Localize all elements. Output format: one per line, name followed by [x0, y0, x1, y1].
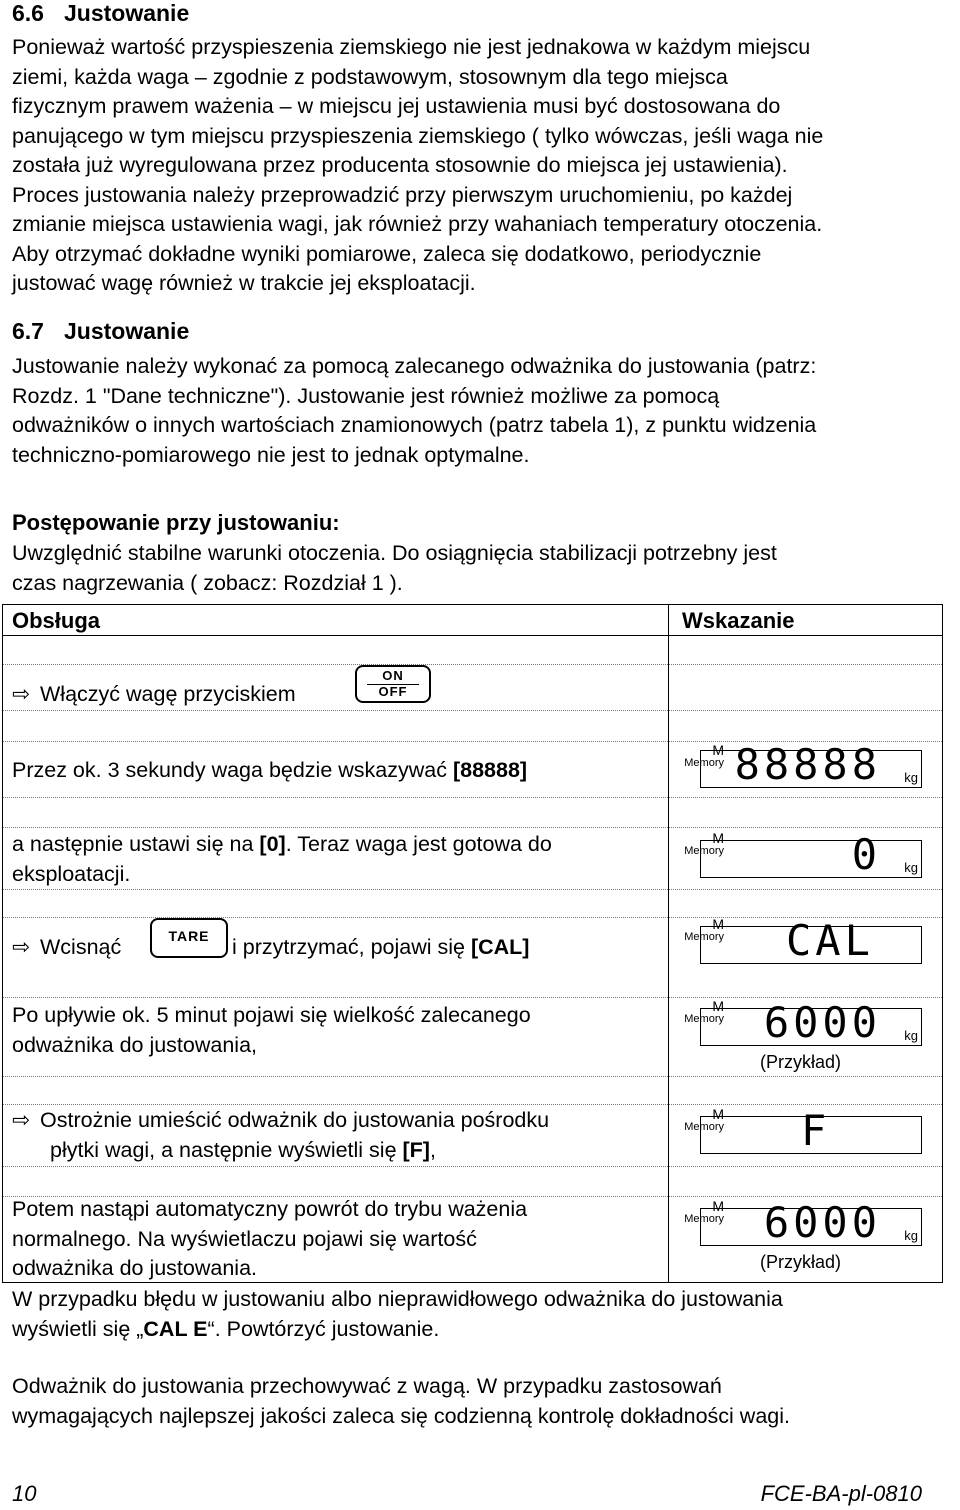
example-caption: (Przykład): [760, 1052, 842, 1072]
row-press-tare: ⇨ Wcisnąć: [12, 933, 121, 963]
table-border-top: [2, 604, 943, 605]
table-header-rule: [2, 635, 943, 636]
hollow-arrow-icon: ⇨: [12, 935, 31, 959]
document-code: FCE-BA-pl-0810: [760, 1481, 922, 1506]
lcd-display: 88888 kg: [700, 750, 922, 788]
lcd-display: F: [700, 1116, 922, 1154]
hollow-arrow-icon: ⇨: [12, 1108, 31, 1132]
section-6-7-heading: 6.7 Justowanie: [12, 318, 190, 344]
lcd-display: 6000 kg: [700, 1008, 922, 1046]
on-off-key-icon: ON OFF: [355, 665, 431, 703]
lcd-display: 6000 kg: [700, 1208, 922, 1246]
row-separator: [3, 1104, 942, 1105]
column-header-display: Wskazanie: [682, 608, 795, 633]
lcd-display: 0 kg: [700, 840, 922, 878]
row-return-weighing: Potem nastąpi automatyczny powrót do trybu ważenia normalnego. Na wyświetlaczu pojawi się wartość odważnika do justowania.: [12, 1197, 528, 1280]
procedure-body: Uwzględnić stabilne warunki otoczenia. Do osiągnięcia stabilizacji potrzebny jest czas nagrzewania ( zobacz: Rozdział 1 ).: [12, 541, 777, 595]
row-separator: [3, 1166, 942, 1167]
column-header-operation: Obsługa: [12, 608, 101, 633]
memory-indicator: M Memory: [684, 1198, 724, 1225]
table-border-right: [942, 604, 943, 1282]
row-separator: [3, 827, 942, 828]
error-note: W przypadku błędu w justowaniu albo nieprawidłowego odważnika do justowania wyświetli się „CAL E“. Powtórzyć justowanie.: [12, 1287, 783, 1341]
lcd-display: CAL: [700, 926, 922, 964]
memory-indicator: M Memory: [684, 916, 724, 943]
row-separator: [3, 664, 942, 665]
row-power-on: ⇨ Włączyć wagę przyciskiem: [12, 680, 296, 710]
table-border-left: [2, 604, 3, 1282]
section-6-6-body: Ponieważ wartość przyspieszenia ziemskiego nie jest jednakowa w każdym miejscu ziemi, każda waga – zgodnie z podstawowym, stosownym dla tego miejsca fizycznym prawem ważenia – w miejscu jej ustawienia musi być dostosowana do panującego w tym miejscu przyspieszenia ziemskiego ( tylko wówczas, jeśli waga nie została już wyregulowana przez producenta stosownie do miejsca jej ustawienia). Proces justowania należy przeprowadzić przy pierwszym uruchomieniu, po każdej zmianie miejsca ustawienia wagi, jak również przy wahaniach temperatury otoczenia. Aby otrzymać dokładne wyniki pomiarowe, zaleca się dodatkowo, periodycznie justować wagę również w trakcie jej eksploatacji.: [12, 35, 824, 295]
row-self-test: Przez ok. 3 sekundy waga będzie wskazywać [88888]: [12, 758, 528, 782]
memory-indicator: M Memory: [684, 998, 724, 1025]
row-weight-prompt: Po upływie ok. 5 minut pojawi się wielkość zalecanego odważnika do justowania,: [12, 1003, 531, 1057]
row-separator: [3, 1076, 942, 1077]
tare-key-icon: TARE: [150, 918, 228, 958]
hollow-arrow-icon: ⇨: [12, 682, 31, 706]
page-number: 10: [12, 1481, 37, 1506]
row-press-tare-result: i przytrzymać, pojawi się [CAL]: [232, 935, 530, 959]
example-caption: (Przykład): [760, 1252, 842, 1272]
row-separator: [3, 889, 942, 890]
row-separator: [3, 710, 942, 711]
memory-indicator: M Memory: [684, 742, 724, 769]
table-column-divider: [668, 604, 669, 1282]
procedure-heading: Postępowanie przy justowaniu:: [12, 510, 340, 535]
memory-indicator: M Memory: [684, 1106, 724, 1133]
row-zero-ready: a następnie ustawi się na [0]. Teraz waga jest gotowa do eksploatacji.: [12, 832, 552, 886]
closing-note: Odważnik do justowania przechowywać z wagą. W przypadku zastosowań wymagających najlepszej jakości zaleca się codzienną kontrolę dokładności wagi.: [12, 1374, 790, 1428]
section-6-7-body: Justowanie należy wykonać za pomocą zalecanego odważnika do justowania (patrz: Rozdz. 1 "Dane techniczne"). Justowanie jest również możliwe za pomocą odważników o innych wartościach znamionowych (patrz tabela 1), z punktu widzenia techniczno-pomiarowego nie jest to jednak optymalne.: [12, 354, 817, 467]
row-separator: [3, 797, 942, 798]
row-place-weight: ⇨ Ostrożnie umieścić odważnik do justowania pośrodku płytki wagi, a następnie wyświetli się [F],: [12, 1108, 550, 1162]
section-6-6-heading: 6.6 Justowanie: [12, 0, 190, 26]
memory-indicator: M Memory: [684, 830, 724, 857]
